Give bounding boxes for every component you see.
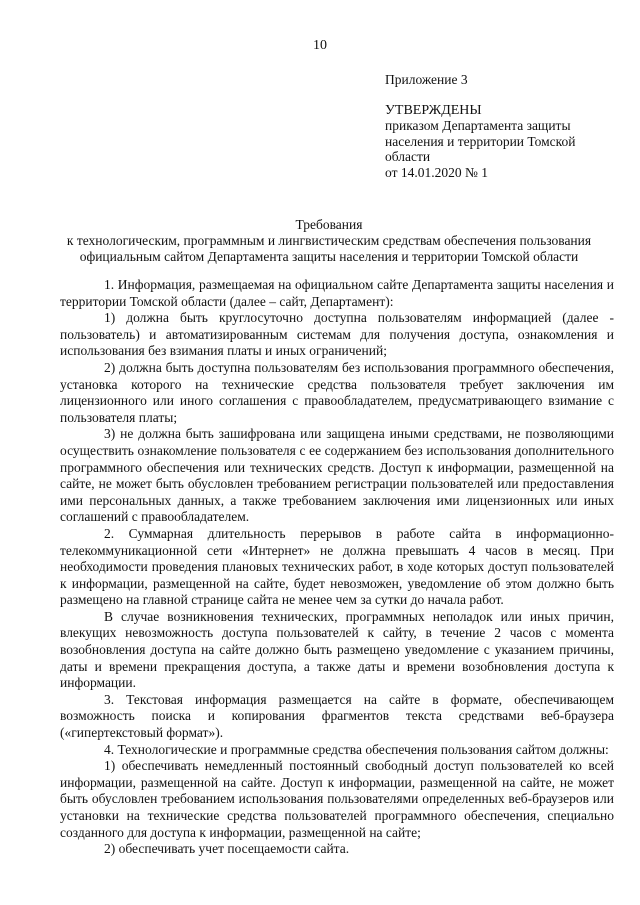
document-body [60,277,614,858]
paragraph-2-cont: В случае возникновения технических, программных неполадок или иных причин, влекущих невозможность доступа пользователей к сайту, в течение 2 часов с момента возобновления доступа на сайте должно быть размещено уведомление с указанием причины, даты и времени прекращения доступа, а также даты и времени возобновления доступа к информации. [60,608,614,691]
title-heading: Требования [295,217,363,232]
approved-label: УТВЕРЖДЕНЫ [385,102,482,118]
order-line: области [385,149,431,164]
paragraph-4-2: 2) обеспечивать учет посещаемости сайта. [104,841,350,857]
appendix-label: Приложение 3 [385,72,468,87]
document-title [40,217,618,265]
title-subtitle-line: официальным сайтом Департамента защиты населения и территории Томской области [79,249,579,264]
approval-block [385,72,615,180]
order-line: населения и территории Томской [385,133,576,149]
paragraph-1: 1. Информация, размещаемая на официальном сайте Департамента защиты населения и территории Томской области (далее – сайт, Департамент): [60,277,614,309]
title-subtitle-line: к технологическим, программным и лингвистическим средствам обеспечения пользования [66,233,592,248]
paragraph-1-1: 1) должна быть круглосуточно доступна пользователям информацией (далее - пользователь) и автоматизированным системам для получения доступа, ознакомления и использования без взимания платы и иных ограничений; [60,310,614,359]
order-date: от 14.01.2020 № 1 [385,164,488,180]
paragraph-3: 3. Текстовая информация размещается на сайте в формате, обеспечивающем возможность поиска и копирования фрагментов текста средствами веб-браузера («гипертекстовый формат»). [60,691,614,741]
paragraph-4-1: 1) обеспечивать немедленный постоянный свободный доступ пользователей ко всей информации, размещенной на сайте. Доступ к информации, размещенной на сайте, не может быть обусловлен требованием использования пользователями определенных веб-браузеров или установки на технические средства пользователей программного обеспечения, специально созданного для доступа к информации, размещенной на сайте; [60,758,614,840]
paragraph-1-2: 2) должна быть доступна пользователям без использования программного обеспечения, установка которого на технические средства пользователя требует заключения им лицензионного или иного соглашения с правообладателем, предусматривающего взимание с пользователя платы; [60,359,614,425]
page-number: 10 [313,38,327,53]
paragraph-4: 4. Технологические и программные средства обеспечения пользования сайтом должны: [104,741,609,757]
paragraph-2: 2. Суммарная длительность перерывов в работе сайта в информационно-телекоммуникационной сети «Интернет» не должна превышать 4 часов в месяц. При необходимости проведения плановых технических работ, в ходе которых доступ пользователей к информации, размещенной на сайте, будет невозможен, уведомление об этом должно быть размещено на главной странице сайта не менее чем за сутки до начала работ. [60,525,614,608]
order-line: приказом Департамента защиты [385,118,571,133]
paragraph-1-3: 3) не должна быть зашифрована или защищена иными средствами, не позволяющими осуществить ознакомление пользователя с ее содержанием без использования дополнительного программного обеспечения или технических средств. Доступ к информации, размещенной на сайте, не может быть обусловлен требованием регистрации пользователей или предоставления ими персональных данных, а также требованием заключения ими лицензионных или иных соглашений с правообладателем. [60,426,614,525]
